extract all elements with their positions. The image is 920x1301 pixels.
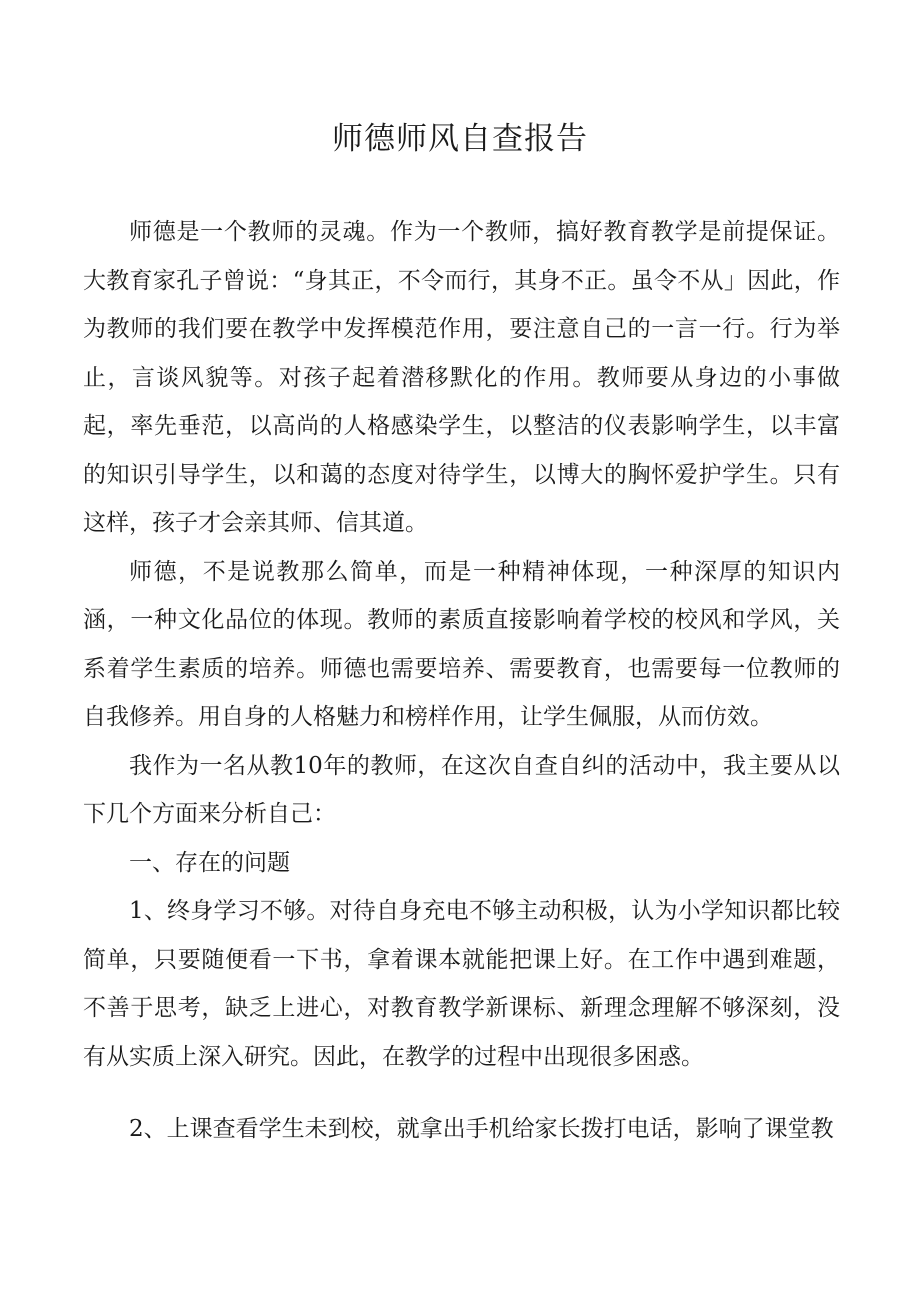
paragraph-intro: 师德是一个教师的灵魂。作为一个教师，搞好教育教学是前提保证。大教育家孔子曾说：“身其正，不令而行，其身不正。虽令不从」因此，作为教师的我们要在教学中发挥模范作用，要注意自己的一言一行。行为举止，言谈风貌等。对孩子起着潜移默化的作用。教师要从身边的小事做起，率先垂范，以高尚的人格感染学生，以整洁的仪表影响学生，以丰富的知识引导学生，以和蔼的态度对待学生，以博大的胸怀爱护学生。只有这样，孩子才会亲其师、信其道。 [83, 219, 840, 536]
paragraph-self-analysis: 我作为一名从教10年的教师，在这次自查自纠的活动中，我主要从以下几个方面来分析自己： [83, 752, 840, 827]
paragraph-problem-1: 1、终身学习不够。对待自身充电不够主动积极，认为小学知识都比较简单，只要随便看一下书，拿着课本就能把课上好。在工作中遇到难题，不善于思考，缺乏上进心，对教育教学新课标、新理念理解不够深刻，没有从实质上深入研究。因此，在教学的过程中出现很多困惑。 [83, 898, 840, 1070]
document-body [83, 208, 840, 1154]
document-title: 师德师风自查报告 [332, 121, 588, 157]
section-heading-problems: 一、存在的问题 [129, 849, 290, 876]
paragraph-teacher-ethics: 师德，不是说教那么简单，而是一种精神体现，一种深厚的知识内涵，一种文化品位的体现。教师的素质直接影响着学校的校风和学风，关系着学生素质的培养。师德也需要培养、需要教育，也需要每一位教师的自我修养。用自身的人格魅力和榜样作用，让学生佩服，从而仿效。 [83, 558, 840, 730]
paragraph-problem-2: 2、上课查看学生未到校，就拿出手机给家长拨打电话，影响了课堂教 [129, 1116, 834, 1142]
